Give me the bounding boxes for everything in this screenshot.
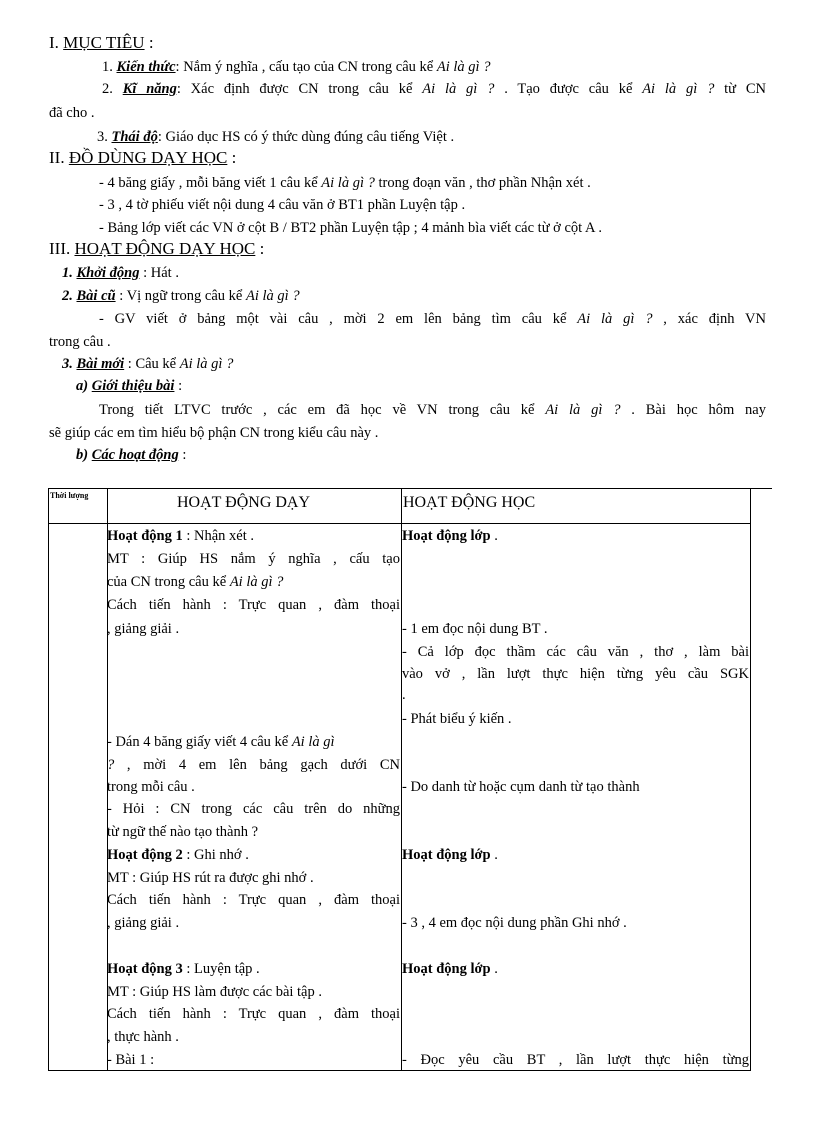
- italic-phrase: Ai là gì ?: [545, 402, 621, 418]
- activity-3-goal: MT : Giúp HS làm được các bài tập .: [107, 984, 322, 1000]
- italic-phrase: Ai là gì ?: [229, 574, 284, 590]
- table-bottom-border: [48, 1070, 751, 1071]
- objective-skill: [102, 80, 766, 98]
- italic-phrase: Ai là gì ?: [179, 356, 234, 372]
- text: - 4 băng giấy , mỗi băng viết 1 câu kể: [99, 175, 322, 191]
- material-line-3: - Bảng lớp viết các VN ở cột B / BT2 phần Luyện tập ; 4 mảnh bìa viết các từ ở cột A .: [99, 220, 602, 236]
- italic-phrase: Ai là gì ?: [577, 311, 653, 327]
- text: .: [490, 961, 498, 977]
- colon: :: [227, 148, 237, 167]
- item-number: 2.: [102, 81, 123, 97]
- activity-1-step-1: [107, 733, 335, 751]
- item-text: : Xác định được CN trong câu kể: [176, 81, 423, 97]
- table-right-border: [750, 488, 751, 1071]
- learning-3-title: [402, 960, 498, 978]
- activity-1-method: Cách tiến hành : Trực quan , đàm thoại: [107, 597, 400, 613]
- item-text: : Hát .: [139, 265, 179, 281]
- activity-1-method-cont: , giảng giải .: [107, 621, 180, 637]
- item-label: Kiến thức: [116, 59, 176, 75]
- activities-heading: [76, 446, 186, 464]
- header-time: Thời lượng: [50, 491, 89, 500]
- colon: :: [174, 378, 183, 394]
- italic-phrase: Ai là gì: [291, 734, 335, 750]
- activity-name: : Luyện tập .: [182, 961, 260, 977]
- activity-1-step-1-cont: [107, 756, 400, 774]
- activity-2-goal: MT : Giúp HS rút ra được ghi nhớ .: [107, 870, 314, 886]
- activity-label: Hoạt động 1: [107, 528, 183, 544]
- item-number: 2.: [62, 288, 77, 304]
- learning-2-title: [402, 846, 498, 864]
- italic-phrase: Ai là gì ?: [642, 81, 715, 97]
- review-detail-cont: trong câu .: [49, 334, 111, 350]
- section-number: III.: [49, 239, 75, 258]
- exercise-1-label: - Bài 1 :: [107, 1052, 155, 1068]
- item-label: Bài mới: [76, 356, 125, 372]
- intro-heading: [76, 377, 182, 395]
- text: .: [490, 847, 498, 863]
- new-lesson-line: [62, 355, 233, 373]
- section-title: MỤC TIÊU: [63, 33, 145, 52]
- learning-step-5: - Đọc yêu cầu BT , lần lượt thực hiện từng: [402, 1052, 749, 1068]
- material-line-1: [99, 174, 591, 192]
- activity-3-method: Cách tiến hành : Trực quan , đàm thoại: [107, 1006, 400, 1022]
- learning-step-3: - Phát biểu ý kiến .: [402, 711, 512, 727]
- colon: :: [255, 239, 265, 258]
- text: , mời 4 em lên bảng gạch dưới CN: [114, 757, 400, 773]
- item-number: 3.: [62, 356, 77, 372]
- italic-phrase: Ai là gì ?: [436, 59, 491, 75]
- activity-1-question-cont: từ ngữ thế nào tạo thành ?: [107, 824, 259, 840]
- text: của CN trong câu kể: [107, 574, 230, 590]
- activity-1-step-1-end: trong mỗi câu .: [107, 779, 195, 795]
- item-label: Kĩ năng: [122, 81, 177, 97]
- text: trong đoạn văn , thơ phần Nhận xét .: [374, 175, 591, 191]
- activity-3-title: [107, 960, 260, 978]
- section-number: II.: [49, 148, 69, 167]
- activity-1-question: - Hỏi : CN trong các câu trên do những: [107, 801, 400, 817]
- item-text: : Vị ngữ trong câu kể: [115, 288, 246, 304]
- activity-3-method-cont: , thực hành .: [107, 1029, 179, 1045]
- activity-1-goal: MT : Giúp HS nắm ý nghĩa , cấu tạo: [107, 551, 400, 567]
- activity-2-method: Cách tiến hành : Trực quan , đàm thoại: [107, 892, 400, 908]
- objective-skill-cont: đã cho .: [49, 105, 95, 121]
- review-line: [62, 287, 300, 305]
- activity-label: Hoạt động lớp: [402, 847, 491, 863]
- item-number: b): [76, 447, 92, 463]
- activity-2-method-cont: , giảng giải .: [107, 915, 180, 931]
- activity-name: : Nhận xét .: [182, 528, 255, 544]
- italic-phrase: ?: [107, 757, 115, 773]
- text: - Dán 4 băng giấy viết 4 câu kể: [107, 734, 292, 750]
- warmup-line: [62, 264, 179, 282]
- item-text: : Giáo dục HS có ý thức dùng đúng câu tiếng Việt .: [157, 129, 455, 145]
- intro-paragraph-line-1: [99, 401, 766, 419]
- item-label: Giới thiệu bài: [91, 378, 175, 394]
- table-left-border: [48, 488, 49, 1071]
- item-label: Các hoạt động: [91, 447, 179, 463]
- learning-step-4: - 3 , 4 em đọc nội dung phần Ghi nhớ .: [402, 915, 627, 931]
- table-top-border: [48, 488, 772, 489]
- item-text: từ CN: [714, 81, 766, 97]
- learning-step-1: - 1 em đọc nội dung BT .: [402, 621, 548, 637]
- section-title: HOẠT ĐỘNG DẠY HỌC: [74, 239, 256, 258]
- activity-label: Hoạt động 3: [107, 961, 183, 977]
- italic-phrase: Ai là gì ?: [422, 81, 495, 97]
- activity-1-title: [107, 527, 254, 545]
- activity-1-goal-cont: [107, 573, 283, 591]
- item-text: : Nắm ý nghĩa , cấu tạo của CN trong câu kể: [175, 59, 437, 75]
- section-title: ĐỒ DÙNG DẠY HỌC: [68, 148, 228, 167]
- item-number: 3.: [97, 129, 112, 145]
- review-detail: [99, 310, 766, 328]
- header-teaching: HOẠT ĐỘNG DẠY: [177, 494, 311, 511]
- activity-label: Hoạt động 2: [107, 847, 183, 863]
- item-text: : Câu kể: [124, 356, 180, 372]
- text: - GV viết ở bảng một vài câu , mời 2 em lên bảng tìm câu kể: [99, 311, 578, 327]
- section-number: I.: [49, 33, 64, 52]
- item-number: a): [76, 378, 92, 394]
- item-number: 1.: [102, 59, 117, 75]
- activity-name: : Ghi nhớ .: [182, 847, 249, 863]
- section-1-heading: [49, 34, 154, 52]
- activity-2-title: [107, 846, 249, 864]
- item-number: 1.: [62, 265, 77, 281]
- learning-step-2-end: .: [402, 687, 406, 703]
- intro-paragraph-line-2: sẽ giúp các em tìm hiểu bộ phận CN trong kiểu câu này .: [49, 425, 379, 441]
- activity-label: Hoạt động lớp: [402, 528, 491, 544]
- italic-phrase: Ai là gì ?: [246, 288, 300, 304]
- learning-answer: - Do danh từ hoặc cụm danh từ tạo thành: [402, 779, 640, 795]
- activity-label: Hoạt động lớp: [402, 961, 491, 977]
- section-2-heading: [49, 149, 236, 167]
- item-text: . Tạo được câu kể: [494, 81, 643, 97]
- material-line-2: - 3 , 4 tờ phiếu viết nội dung 4 câu văn ở BT1 phần Luyện tập .: [99, 197, 466, 213]
- learning-step-2: - Cả lớp đọc thầm các câu văn , thơ , làm bài: [402, 644, 749, 660]
- text: Trong tiết LTVC trước , các em đã học về VN trong câu kể: [99, 402, 546, 418]
- item-label: Thái độ: [111, 129, 158, 145]
- text: .: [490, 528, 498, 544]
- text: , xác định VN: [652, 311, 767, 327]
- item-label: Khởi động: [76, 265, 140, 281]
- table-header-divider: [48, 523, 751, 524]
- section-3-heading: [49, 240, 264, 258]
- italic-phrase: Ai là gì ?: [321, 175, 375, 191]
- objective-attitude: [97, 128, 454, 146]
- item-label: Bài cũ: [76, 288, 116, 304]
- text: . Bài học hôm nay: [620, 402, 766, 418]
- colon: :: [178, 447, 187, 463]
- colon: :: [144, 33, 154, 52]
- learning-1-title: [402, 527, 498, 545]
- header-learning: HOẠT ĐỘNG HỌC: [403, 494, 536, 511]
- objective-knowledge: [102, 58, 490, 76]
- learning-step-2-cont: vào vở , lần lượt thực hiện từng yêu cầu SGK: [402, 666, 749, 682]
